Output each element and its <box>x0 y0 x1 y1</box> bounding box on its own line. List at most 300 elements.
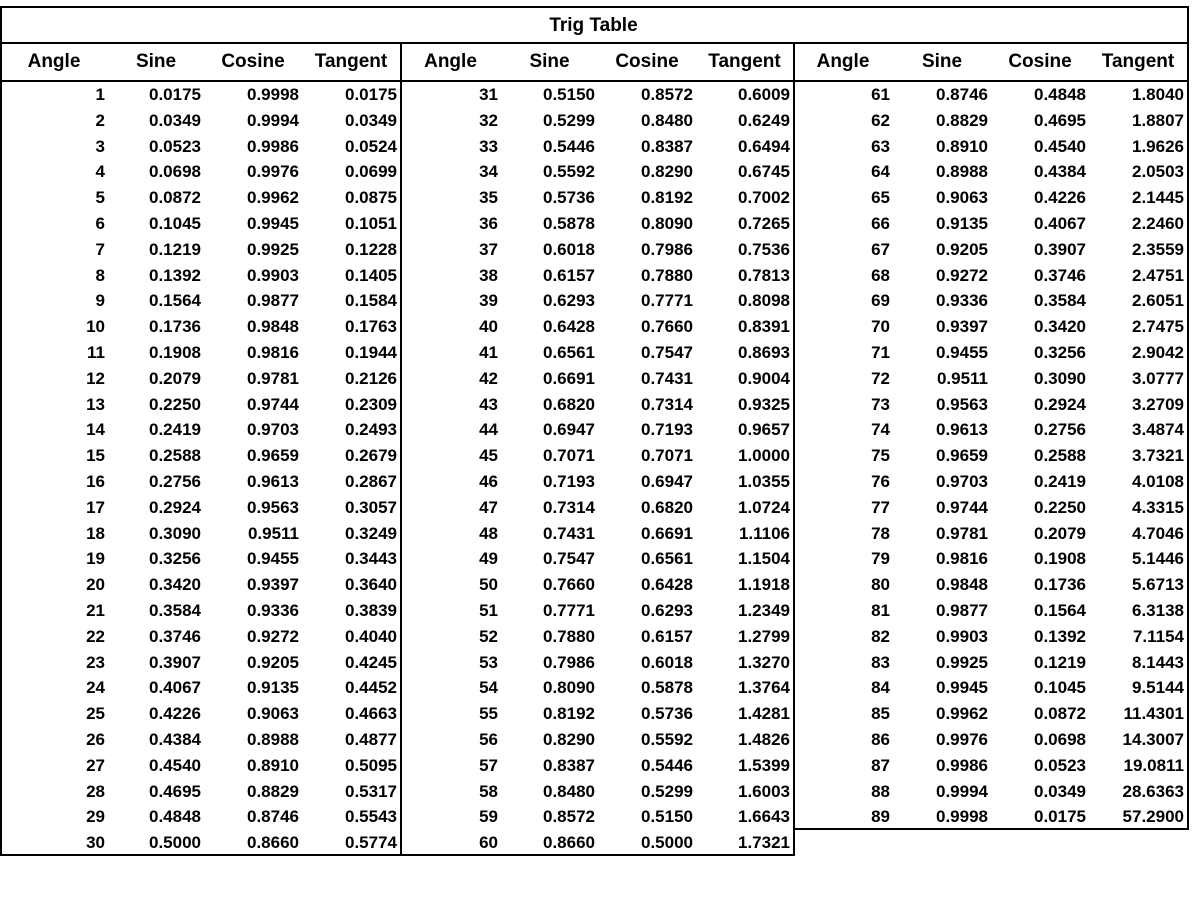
cell-cosine: 0.9135 <box>247 678 299 698</box>
cell-tangent: 9.5144 <box>1132 678 1184 698</box>
cell-sine: 0.9877 <box>936 601 988 620</box>
cell-angle: 11 <box>87 343 105 362</box>
cell-angle: 86 <box>871 730 890 749</box>
cell-tangent: 0.2126 <box>345 368 397 388</box>
cell-tangent: 0.6009 <box>738 85 790 104</box>
cell-cosine: 0.9563 <box>247 497 299 517</box>
cell-cosine: 0.9511 <box>247 523 299 543</box>
cell-angle: 54 <box>479 678 498 698</box>
column-header-angle: Angle <box>27 51 81 72</box>
cell-tangent: 0.7536 <box>738 239 790 259</box>
cell-sine: 0.4067 <box>149 678 201 698</box>
cell-sine: 0.9744 <box>936 497 988 517</box>
cell-sine: 0.6820 <box>543 394 595 414</box>
cell-cosine: 0.5736 <box>641 704 693 724</box>
cell-tangent: 0.1405 <box>345 265 397 285</box>
cell-cosine: 0.6561 <box>641 549 693 569</box>
cell-tangent: 1.8807 <box>1132 110 1184 130</box>
cell-angle: 1 <box>95 85 105 104</box>
cell-cosine: 0.0349 <box>1034 781 1086 801</box>
cell-cosine: 0.3256 <box>1034 343 1086 362</box>
cell-tangent: 0.3640 <box>345 575 397 595</box>
cell-cosine: 0.2250 <box>1034 497 1086 517</box>
cell-cosine: 0.8090 <box>641 214 693 233</box>
title-divider <box>0 42 1189 44</box>
cell-tangent: 19.0811 <box>1123 755 1184 775</box>
cell-tangent: 3.2709 <box>1132 394 1184 414</box>
cell-cosine: 0.9998 <box>247 85 299 104</box>
cell-angle: 4 <box>95 162 105 182</box>
cell-sine: 0.9205 <box>936 239 988 259</box>
cell-sine: 0.2079 <box>149 368 201 388</box>
cell-tangent: 3.4874 <box>1132 420 1184 440</box>
cell-tangent: 6.3138 <box>1132 601 1184 620</box>
cell-angle: 75 <box>871 446 890 466</box>
cell-cosine: 0.7660 <box>641 317 693 337</box>
cell-angle: 48 <box>479 523 498 543</box>
cell-cosine: 0.2924 <box>1034 394 1086 414</box>
cell-angle: 47 <box>479 497 498 517</box>
cell-cosine: 0.3420 <box>1034 317 1086 337</box>
cell-angle: 9 <box>95 291 105 311</box>
cell-angle: 50 <box>479 575 498 595</box>
table-border-bottom <box>0 854 795 856</box>
cell-cosine: 0.8572 <box>641 85 693 104</box>
cell-tangent: 57.2900 <box>1122 807 1184 827</box>
table-title: Trig Table <box>549 15 638 36</box>
cell-tangent: 4.7046 <box>1132 523 1184 543</box>
cell-sine: 0.3907 <box>149 652 201 672</box>
table-border-left <box>0 6 2 856</box>
cell-cosine: 0.7071 <box>641 446 693 466</box>
cell-sine: 0.9816 <box>936 549 988 569</box>
cell-cosine: 0.5592 <box>641 730 693 749</box>
cell-tangent: 0.0175 <box>345 85 397 104</box>
cell-angle: 21 <box>86 601 105 620</box>
cell-angle: 43 <box>479 394 498 414</box>
cell-angle: 73 <box>871 394 890 414</box>
cell-sine: 0.9903 <box>936 626 988 646</box>
cell-angle: 79 <box>871 549 890 569</box>
cell-angle: 84 <box>871 678 890 698</box>
cell-cosine: 0.9962 <box>247 188 299 208</box>
cell-sine: 0.8988 <box>936 162 988 182</box>
column-header-cosine: Cosine <box>615 51 679 72</box>
cell-angle: 35 <box>479 188 498 208</box>
cell-sine: 0.9781 <box>936 523 988 543</box>
cell-cosine: 0.9903 <box>247 265 299 285</box>
cell-tangent: 1.6003 <box>738 781 790 801</box>
cell-angle: 64 <box>871 162 890 182</box>
cell-angle: 27 <box>86 755 105 775</box>
cell-tangent: 0.8693 <box>738 343 790 362</box>
cell-angle: 41 <box>479 343 498 362</box>
cell-cosine: 0.6018 <box>641 652 693 672</box>
cell-tangent: 0.0524 <box>345 136 397 156</box>
cell-angle: 18 <box>86 523 105 543</box>
cell-angle: 65 <box>871 188 890 208</box>
cell-sine: 0.9455 <box>936 343 988 362</box>
cell-cosine: 0.0872 <box>1034 704 1086 724</box>
cell-sine: 0.2756 <box>149 472 201 491</box>
cell-angle: 2 <box>95 110 105 130</box>
cell-tangent: 0.4040 <box>345 626 397 646</box>
cell-cosine: 0.9744 <box>247 394 299 414</box>
cell-sine: 0.9986 <box>936 755 988 775</box>
cell-angle: 28 <box>86 781 105 801</box>
cell-tangent: 4.0108 <box>1132 472 1184 491</box>
cell-angle: 60 <box>479 833 498 853</box>
cell-cosine: 0.9703 <box>247 420 299 440</box>
cell-sine: 0.8660 <box>543 833 595 853</box>
cell-tangent: 0.9325 <box>738 394 790 414</box>
cell-sine: 0.1908 <box>149 343 201 362</box>
cell-sine: 0.8290 <box>543 730 595 749</box>
cell-angle: 62 <box>871 110 890 130</box>
cell-angle: 36 <box>479 214 498 233</box>
cell-angle: 83 <box>871 652 890 672</box>
cell-sine: 0.9659 <box>936 446 988 466</box>
cell-sine: 0.9272 <box>936 265 988 285</box>
cell-angle: 15 <box>86 446 105 466</box>
cell-cosine: 0.3907 <box>1034 239 1086 259</box>
cell-cosine: 0.5000 <box>641 833 693 853</box>
column-header-cosine: Cosine <box>221 51 285 72</box>
cell-tangent: 7.1154 <box>1132 626 1184 646</box>
cell-cosine: 0.8387 <box>641 136 693 156</box>
cell-angle: 55 <box>479 704 498 724</box>
cell-angle: 26 <box>86 730 105 749</box>
cell-cosine: 0.6947 <box>641 472 693 491</box>
cell-tangent: 0.7002 <box>738 188 790 208</box>
cell-sine: 0.5299 <box>543 110 595 130</box>
cell-sine: 0.2419 <box>149 420 201 440</box>
cell-cosine: 0.7771 <box>641 291 693 311</box>
cell-sine: 0.7547 <box>543 549 595 569</box>
cell-angle: 52 <box>479 626 498 646</box>
cell-angle: 16 <box>86 472 105 491</box>
cell-sine: 0.2924 <box>149 497 201 517</box>
cell-angle: 22 <box>86 626 105 646</box>
cell-cosine: 0.7986 <box>641 239 693 259</box>
cell-sine: 0.7431 <box>543 523 595 543</box>
cell-tangent: 1.0355 <box>738 472 790 491</box>
cell-angle: 31 <box>479 85 498 104</box>
cell-sine: 0.6428 <box>543 317 595 337</box>
cell-angle: 72 <box>871 368 890 388</box>
cell-tangent: 2.4751 <box>1132 265 1184 285</box>
cell-tangent: 0.6745 <box>738 162 790 182</box>
cell-tangent: 0.5543 <box>345 807 397 827</box>
group-divider-2 <box>793 42 795 856</box>
cell-cosine: 0.4540 <box>1034 136 1086 156</box>
cell-cosine: 0.9336 <box>247 601 299 620</box>
cell-tangent: 0.4452 <box>345 678 397 698</box>
cell-angle: 6 <box>95 214 105 233</box>
cell-angle: 51 <box>479 601 498 620</box>
cell-cosine: 0.2419 <box>1034 472 1086 491</box>
cell-sine: 0.2250 <box>149 394 201 414</box>
cell-cosine: 0.5150 <box>641 807 693 827</box>
cell-angle: 69 <box>871 291 890 311</box>
cell-angle: 53 <box>479 652 498 672</box>
cell-cosine: 0.2588 <box>1034 446 1086 466</box>
cell-cosine: 0.4067 <box>1034 214 1086 233</box>
cell-cosine: 0.8290 <box>641 162 693 182</box>
cell-sine: 0.1392 <box>149 265 201 285</box>
cell-tangent: 0.1763 <box>345 317 397 337</box>
cell-sine: 0.9945 <box>936 678 988 698</box>
column-header-angle: Angle <box>424 51 477 72</box>
cell-sine: 0.9703 <box>936 472 988 491</box>
cell-sine: 0.3420 <box>149 575 201 595</box>
cell-tangent: 0.5774 <box>345 833 397 853</box>
cell-tangent: 0.3057 <box>345 497 397 517</box>
cell-angle: 10 <box>86 317 105 337</box>
cell-tangent: 28.6363 <box>1122 781 1184 801</box>
cell-cosine: 0.7431 <box>641 368 693 388</box>
cell-sine: 0.4384 <box>149 730 201 749</box>
cell-cosine: 0.4226 <box>1034 188 1086 208</box>
cell-tangent: 1.5399 <box>738 755 790 775</box>
cell-tangent: 1.2799 <box>738 626 790 646</box>
cell-cosine: 0.9945 <box>247 214 299 233</box>
cell-sine: 0.7660 <box>543 575 595 595</box>
cell-cosine: 0.0523 <box>1034 755 1086 775</box>
cell-cosine: 0.2079 <box>1034 523 1086 543</box>
cell-cosine: 0.4848 <box>1034 85 1086 104</box>
cell-cosine: 0.8660 <box>247 833 299 853</box>
cell-tangent: 1.2349 <box>738 601 790 620</box>
cell-cosine: 0.8988 <box>247 730 299 749</box>
cell-angle: 57 <box>479 755 498 775</box>
cell-tangent: 0.6249 <box>738 110 790 130</box>
cell-tangent: 1.1918 <box>738 575 790 595</box>
cell-tangent: 0.3249 <box>345 523 397 543</box>
cell-cosine: 0.9613 <box>247 472 299 491</box>
cell-sine: 0.0698 <box>149 162 201 182</box>
cell-cosine: 0.8192 <box>641 188 693 208</box>
cell-tangent: 1.8040 <box>1132 85 1184 104</box>
cell-angle: 29 <box>86 807 105 827</box>
cell-tangent: 5.1446 <box>1132 549 1184 569</box>
cell-cosine: 0.6691 <box>641 523 693 543</box>
cell-tangent: 0.7265 <box>738 214 790 233</box>
cell-sine: 0.7986 <box>543 652 595 672</box>
cell-angle: 85 <box>871 704 890 724</box>
cell-cosine: 0.3746 <box>1034 265 1086 285</box>
cell-cosine: 0.3090 <box>1034 368 1086 388</box>
cell-sine: 0.0349 <box>149 110 201 130</box>
cell-cosine: 0.5299 <box>641 781 693 801</box>
cell-tangent: 2.1445 <box>1132 188 1184 208</box>
cell-cosine: 0.6428 <box>641 575 693 595</box>
cell-sine: 0.9613 <box>936 420 988 440</box>
column-header-tangent: Tangent <box>1101 51 1175 72</box>
cell-sine: 0.5736 <box>543 188 595 208</box>
cell-cosine: 0.9994 <box>247 110 299 130</box>
column-header-cosine: Cosine <box>1008 51 1072 72</box>
cell-sine: 0.5000 <box>149 833 201 853</box>
cell-sine: 0.9063 <box>936 188 988 208</box>
cell-tangent: 0.5317 <box>345 781 397 801</box>
cell-angle: 19 <box>86 549 105 569</box>
cell-tangent: 0.0349 <box>345 110 397 130</box>
cell-tangent: 5.6713 <box>1132 575 1184 595</box>
cell-sine: 0.8910 <box>936 136 988 156</box>
cell-sine: 0.9976 <box>936 730 988 749</box>
cell-tangent: 0.9657 <box>738 420 790 440</box>
cell-cosine: 0.0175 <box>1034 807 1086 827</box>
table-border-right <box>1187 6 1189 830</box>
cell-sine: 0.9397 <box>936 317 988 337</box>
cell-sine: 0.9336 <box>936 291 988 311</box>
cell-angle: 23 <box>86 652 105 672</box>
cell-cosine: 0.6820 <box>641 497 693 517</box>
cell-tangent: 0.0699 <box>345 162 397 182</box>
cell-angle: 77 <box>871 497 890 517</box>
cell-sine: 0.9135 <box>936 214 988 233</box>
cell-sine: 0.7771 <box>543 601 595 620</box>
cell-cosine: 0.9063 <box>247 704 299 724</box>
cell-sine: 0.4540 <box>149 755 201 775</box>
cell-angle: 8 <box>95 265 105 285</box>
cell-tangent: 0.8391 <box>738 317 790 337</box>
cell-cosine: 0.1045 <box>1034 678 1086 698</box>
cell-angle: 20 <box>86 575 105 595</box>
cell-tangent: 1.6643 <box>738 807 790 827</box>
cell-angle: 67 <box>871 239 890 259</box>
cell-sine: 0.9994 <box>936 781 988 801</box>
cell-sine: 0.6293 <box>543 291 595 311</box>
cell-cosine: 0.1736 <box>1034 575 1086 595</box>
column-header-sine: Sine <box>529 51 570 72</box>
cell-angle: 82 <box>871 626 890 646</box>
cell-tangent: 0.2679 <box>345 446 397 466</box>
cell-sine: 0.6561 <box>543 343 595 362</box>
cell-cosine: 0.9397 <box>247 575 299 595</box>
cell-tangent: 3.0777 <box>1132 368 1184 388</box>
cell-sine: 0.6691 <box>543 368 595 388</box>
cell-cosine: 0.7880 <box>641 265 693 285</box>
cell-cosine: 0.9659 <box>247 446 299 466</box>
cell-tangent: 0.2867 <box>345 472 397 491</box>
cell-cosine: 0.6157 <box>641 626 693 646</box>
cell-angle: 58 <box>479 781 498 801</box>
column-header-tangent: Tangent <box>708 51 781 72</box>
cell-cosine: 0.5446 <box>641 755 693 775</box>
cell-angle: 12 <box>86 368 105 388</box>
cell-angle: 39 <box>479 291 498 311</box>
cell-sine: 0.8572 <box>543 807 595 827</box>
cell-tangent: 1.4826 <box>738 730 790 749</box>
cell-tangent: 0.2309 <box>345 394 397 414</box>
cell-cosine: 0.9455 <box>247 549 299 569</box>
cell-sine: 0.6018 <box>543 239 595 259</box>
cell-tangent: 2.0503 <box>1132 162 1184 182</box>
cell-sine: 0.4848 <box>149 807 201 827</box>
cell-angle: 17 <box>86 497 105 517</box>
cell-angle: 71 <box>871 343 890 362</box>
cell-angle: 76 <box>871 472 890 491</box>
cell-angle: 74 <box>871 420 890 440</box>
cell-angle: 88 <box>871 781 890 801</box>
cell-tangent: 0.3839 <box>345 601 397 620</box>
cell-sine: 0.8746 <box>936 85 988 104</box>
cell-tangent: 0.4877 <box>345 730 397 749</box>
cell-cosine: 0.6293 <box>641 601 693 620</box>
cell-cosine: 0.4695 <box>1034 110 1086 130</box>
cell-cosine: 0.8910 <box>247 755 299 775</box>
cell-sine: 0.8829 <box>936 110 988 130</box>
cell-cosine: 0.8480 <box>641 110 693 130</box>
cell-tangent: 2.7475 <box>1132 317 1184 337</box>
cell-tangent: 0.3443 <box>345 549 397 569</box>
cell-sine: 0.7314 <box>543 497 595 517</box>
cell-angle: 40 <box>479 317 498 337</box>
cell-tangent: 1.0000 <box>738 446 790 466</box>
cell-tangent: 2.9042 <box>1132 343 1184 362</box>
table-border-bottom-right <box>793 828 1189 830</box>
cell-sine: 0.1736 <box>149 317 201 337</box>
cell-sine: 0.9962 <box>936 704 988 724</box>
cell-tangent: 0.2493 <box>345 420 397 440</box>
cell-cosine: 0.1908 <box>1034 549 1086 569</box>
cell-cosine: 0.7314 <box>641 394 693 414</box>
cell-angle: 70 <box>871 317 890 337</box>
cell-angle: 68 <box>871 265 890 285</box>
cell-angle: 33 <box>479 136 498 156</box>
cell-angle: 3 <box>95 136 105 156</box>
cell-tangent: 0.6494 <box>738 136 790 156</box>
cell-cosine: 0.9986 <box>247 136 299 156</box>
cell-cosine: 0.5878 <box>641 678 693 698</box>
cell-tangent: 1.4281 <box>738 704 790 724</box>
cell-tangent: 1.7321 <box>738 833 790 853</box>
cell-sine: 0.1564 <box>149 291 201 311</box>
cell-sine: 0.8387 <box>543 755 595 775</box>
cell-tangent: 14.3007 <box>1122 730 1184 749</box>
cell-tangent: 4.3315 <box>1132 497 1184 517</box>
cell-cosine: 0.9781 <box>247 368 299 388</box>
cell-tangent: 2.3559 <box>1132 239 1184 259</box>
cell-angle: 66 <box>871 214 890 233</box>
cell-tangent: 1.3764 <box>738 678 790 698</box>
cell-angle: 80 <box>871 575 890 595</box>
cell-angle: 14 <box>86 420 105 440</box>
cell-sine: 0.9563 <box>936 394 988 414</box>
cell-tangent: 1.0724 <box>738 497 790 517</box>
cell-tangent: 2.2460 <box>1132 214 1184 233</box>
cell-angle: 49 <box>479 549 498 569</box>
cell-cosine: 0.1219 <box>1034 652 1086 672</box>
cell-sine: 0.7193 <box>543 472 595 491</box>
cell-cosine: 0.9877 <box>247 291 299 311</box>
cell-angle: 42 <box>479 368 498 388</box>
cell-sine: 0.1219 <box>149 239 201 259</box>
cell-tangent: 2.6051 <box>1132 291 1184 311</box>
cell-sine: 0.9848 <box>936 575 988 595</box>
cell-angle: 87 <box>871 755 890 775</box>
cell-tangent: 0.8098 <box>738 291 790 311</box>
cell-tangent: 1.1106 <box>738 523 790 543</box>
cell-tangent: 11.4301 <box>1123 704 1184 724</box>
cell-tangent: 1.3270 <box>738 652 790 672</box>
cell-tangent: 3.7321 <box>1132 446 1184 466</box>
cell-cosine: 0.1392 <box>1034 626 1086 646</box>
cell-cosine: 0.2756 <box>1034 420 1086 440</box>
cell-tangent: 0.1944 <box>345 343 397 362</box>
